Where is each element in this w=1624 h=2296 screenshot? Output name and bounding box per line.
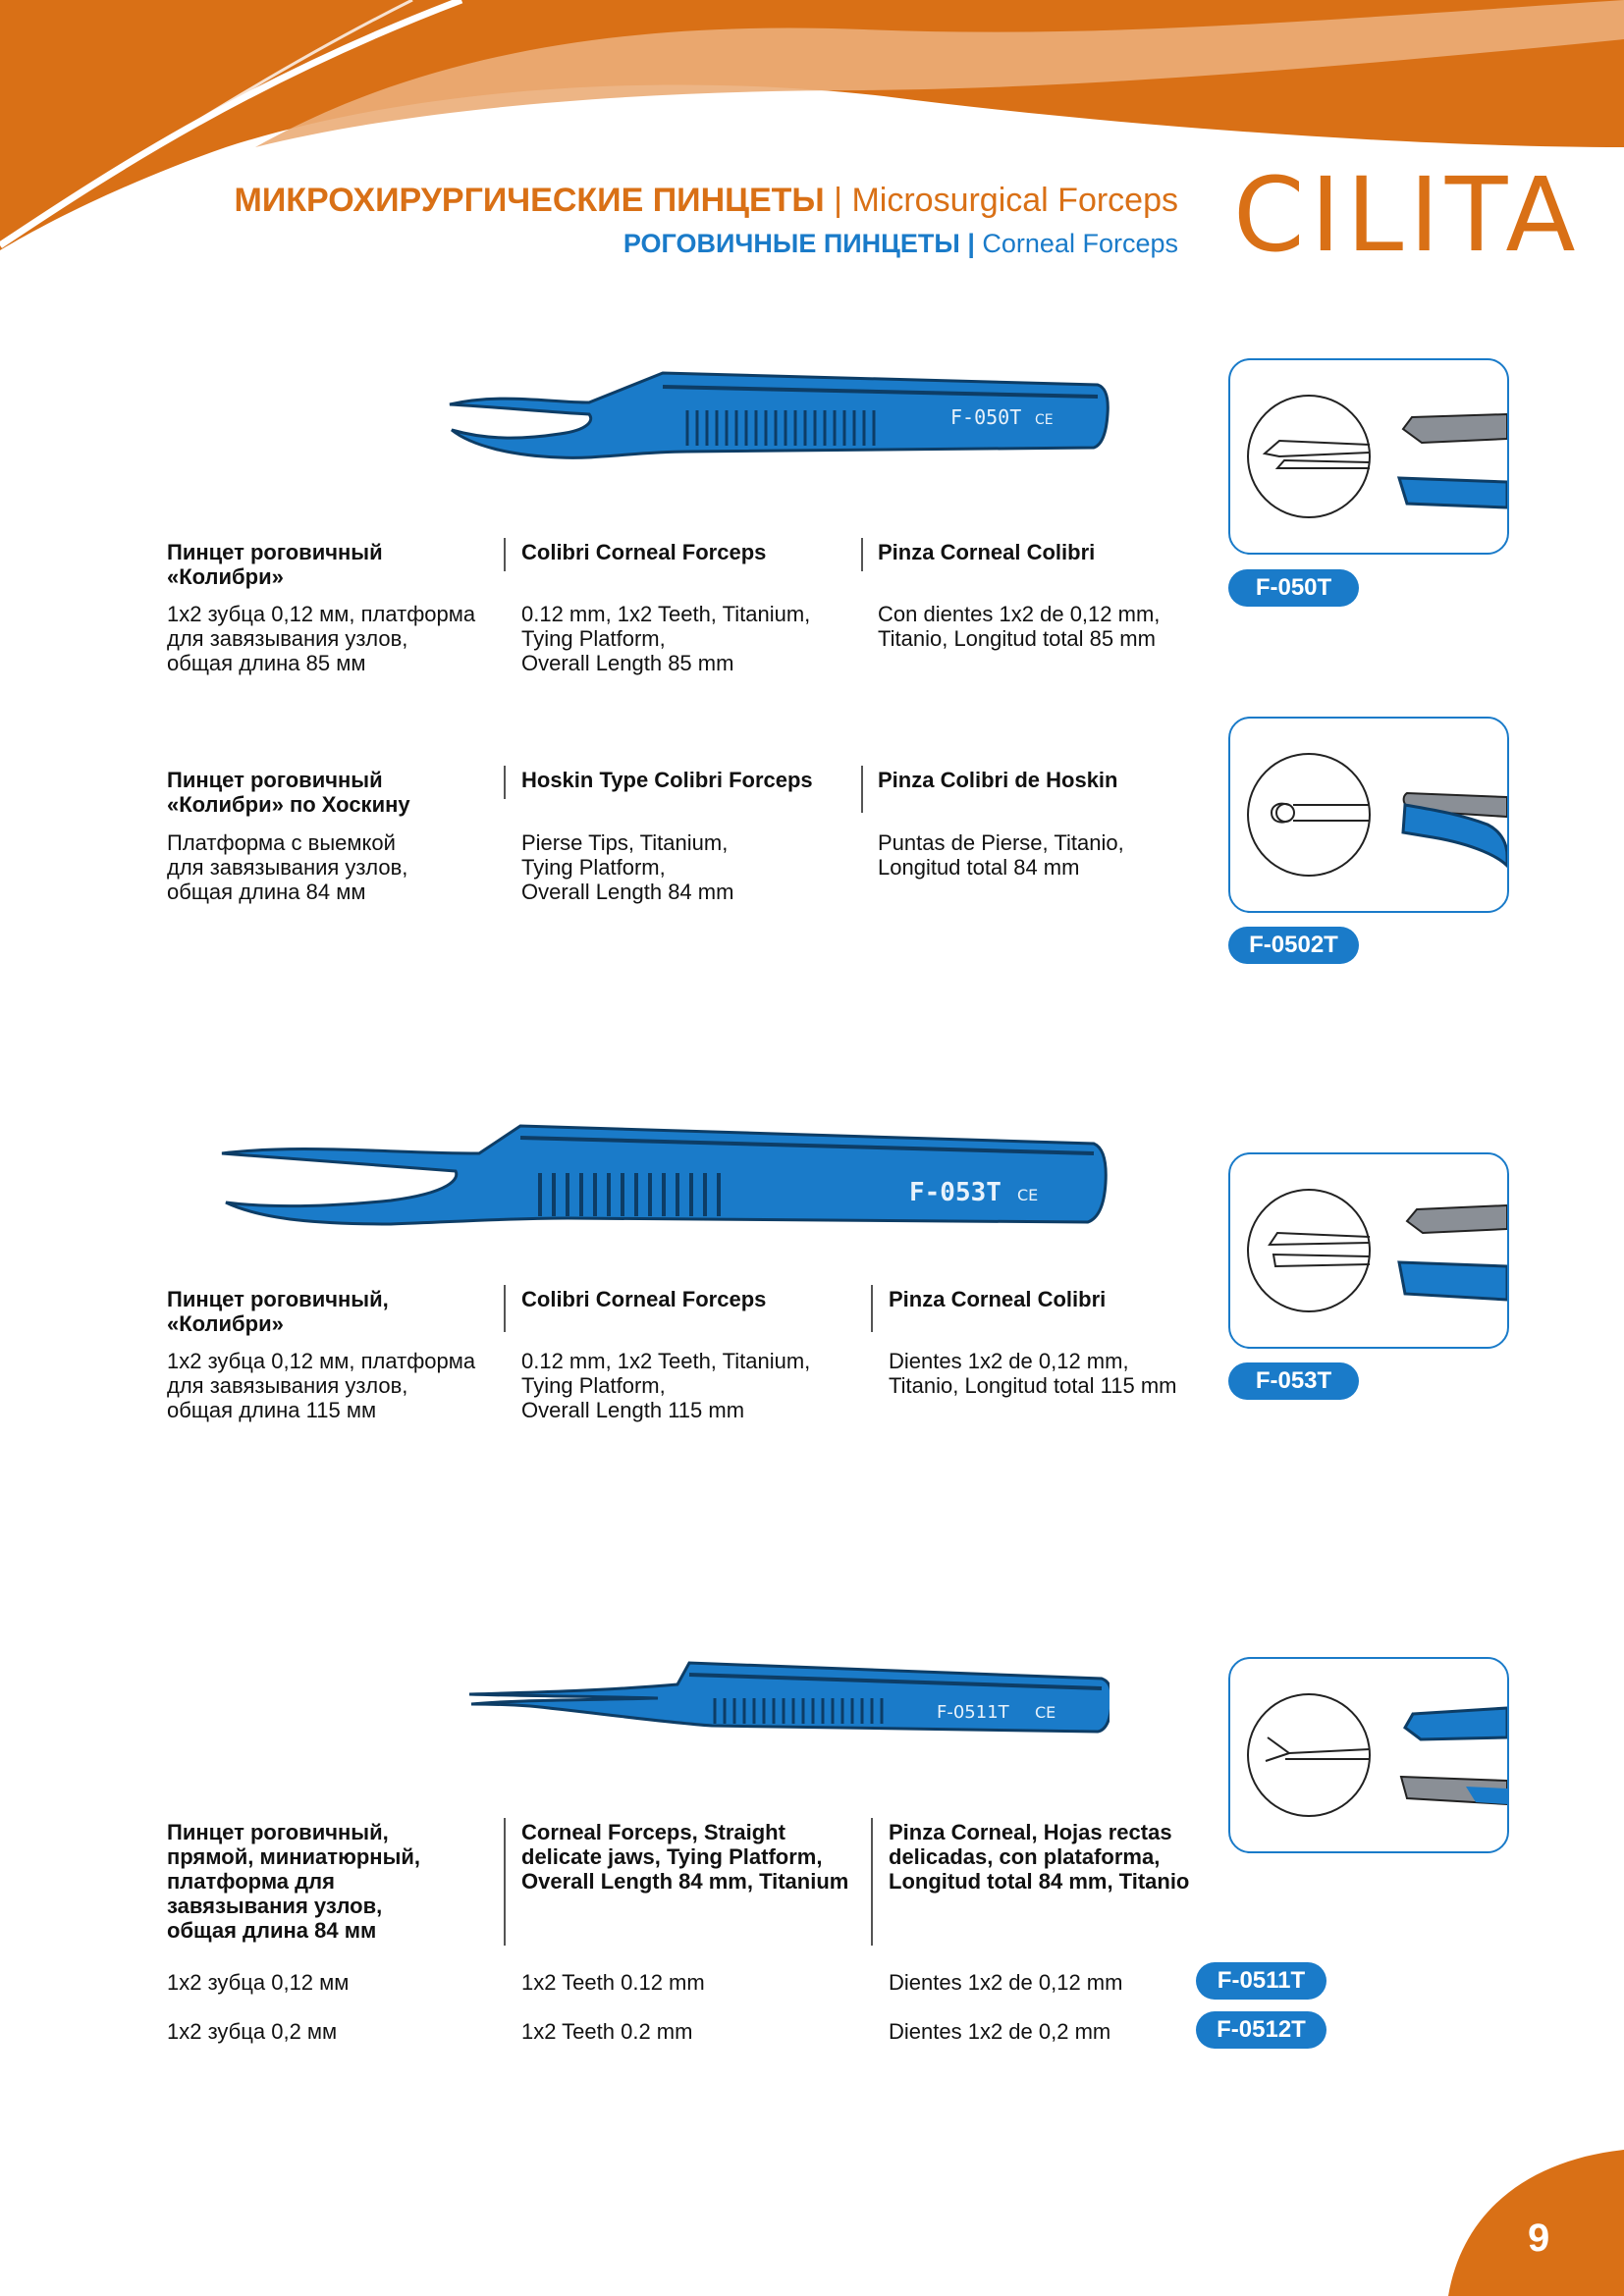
es-title-1: Pinza Corneal Colibri [878, 540, 1096, 564]
separator [871, 1285, 873, 1332]
es-desc-2: Puntas de Pierse, Titanio, Longitud total 84 mm [878, 830, 1124, 880]
variant-1-es: Dientes 1x2 de 0,12 mm [889, 1970, 1123, 1995]
ru-desc-1: 1x2 зубца 0,12 мм, платформа для завязывания узлов, общая длина 85 мм [167, 602, 476, 675]
ru-title-2: Пинцет роговичный «Колибри» по Хоскину [167, 768, 410, 817]
ce-mark: CE [1035, 1703, 1056, 1722]
en-title-2: Hoskin Type Colibri Forceps [521, 768, 813, 792]
forceps-image-f-0511t [461, 1651, 1110, 1749]
subtitle-en: Corneal Forceps [982, 229, 1178, 258]
separator [871, 1818, 873, 1946]
en-desc-2: Pierse Tips, Titanium, Tying Platform, Overall Length 84 mm [521, 830, 734, 904]
title-separator: | [834, 182, 843, 219]
separator [861, 538, 863, 571]
es-title-2: Pinza Colibri de Hoskin [878, 768, 1118, 792]
ce-mark: CE [1035, 412, 1054, 428]
variant-2-ru: 1x2 зубца 0,2 мм [167, 2019, 338, 2044]
forceps-image-f-053t [214, 1114, 1117, 1247]
ru-title-3: Пинцет роговичный, «Колибри» [167, 1287, 389, 1336]
tip-detail-f-050t [1228, 358, 1509, 555]
en-title-3: Colibri Corneal Forceps [521, 1287, 767, 1311]
en-title-1: Colibri Corneal Forceps [521, 540, 767, 564]
en-title-4: Corneal Forceps, Straight delicate jaws, Tying Platform, Overall Length 84 mm, Titanium [521, 1820, 849, 1894]
ce-mark: CE [1017, 1186, 1039, 1204]
tip-detail-f-053t [1228, 1152, 1509, 1349]
page-title [235, 182, 1179, 220]
engraving-f-0511t: F-0511T [937, 1702, 1009, 1723]
engraving-f-053t: F-053T [909, 1178, 1001, 1207]
tip-detail-f-0502t [1228, 717, 1509, 913]
product-code-f-0512t[interactable]: F-0512T [1196, 2011, 1326, 2049]
ru-title-1: Пинцет роговичный «Колибри» [167, 540, 383, 589]
es-desc-3: Dientes 1x2 de 0,12 mm, Titanio, Longitud total 115 mm [889, 1349, 1177, 1398]
separator [504, 1285, 506, 1332]
separator [504, 766, 506, 799]
es-desc-1: Con dientes 1x2 de 0,12 mm, Titanio, Longitud total 85 mm [878, 602, 1161, 651]
title-en: Microsurgical Forceps [851, 182, 1178, 219]
variant-1-en: 1x2 Teeth 0.12 mm [521, 1970, 705, 1995]
separator [861, 766, 863, 813]
es-title-4: Pinza Corneal, Hojas rectas delicadas, con plataforma, Longitud total 84 mm, Titanio [889, 1820, 1190, 1894]
variant-1-ru: 1x2 зубца 0,12 мм [167, 1970, 350, 1995]
title-ru: МИКРОХИРУРГИЧЕСКИЕ ПИНЦЕТЫ [234, 182, 825, 219]
product-code-f-0502t[interactable]: F-0502T [1228, 927, 1359, 964]
engraving-f-050t: F-050T [950, 405, 1022, 429]
brand-logo: CILITA [1233, 155, 1582, 275]
variant-2-en: 1x2 Teeth 0.2 mm [521, 2019, 693, 2044]
en-desc-3: 0.12 mm, 1x2 Teeth, Titanium, Tying Platform, Overall Length 115 mm [521, 1349, 811, 1422]
product-code-f-053t[interactable]: F-053T [1228, 1362, 1359, 1400]
separator [504, 538, 506, 571]
ru-title-4: Пинцет роговичный, прямой, миниатюрный, платформа для завязывания узлов, общая длина 84 мм [167, 1820, 421, 1943]
es-title-3: Pinza Corneal Colibri [889, 1287, 1107, 1311]
ru-desc-2: Платформа с выемкой для завязывания узлов, общая длина 84 мм [167, 830, 408, 904]
subtitle-separator: | [967, 229, 975, 258]
product-code-f-0511t[interactable]: F-0511T [1196, 1962, 1326, 2000]
separator [504, 1818, 506, 1946]
ru-desc-3: 1x2 зубца 0,12 мм, платформа для завязывания узлов, общая длина 115 мм [167, 1349, 476, 1422]
tip-detail-f-0511t [1228, 1657, 1509, 1853]
forceps-image-f-050t [442, 363, 1119, 471]
page-subtitle [623, 229, 1178, 259]
variant-2-es: Dientes 1x2 de 0,2 mm [889, 2019, 1111, 2044]
en-desc-1: 0.12 mm, 1x2 Teeth, Titanium, Tying Platform, Overall Length 85 mm [521, 602, 811, 675]
subtitle-ru: РОГОВИЧНЫЕ ПИНЦЕТЫ [623, 229, 960, 258]
product-code-f-050t[interactable]: F-050T [1228, 569, 1359, 607]
page-number: 9 [1528, 2216, 1550, 2260]
